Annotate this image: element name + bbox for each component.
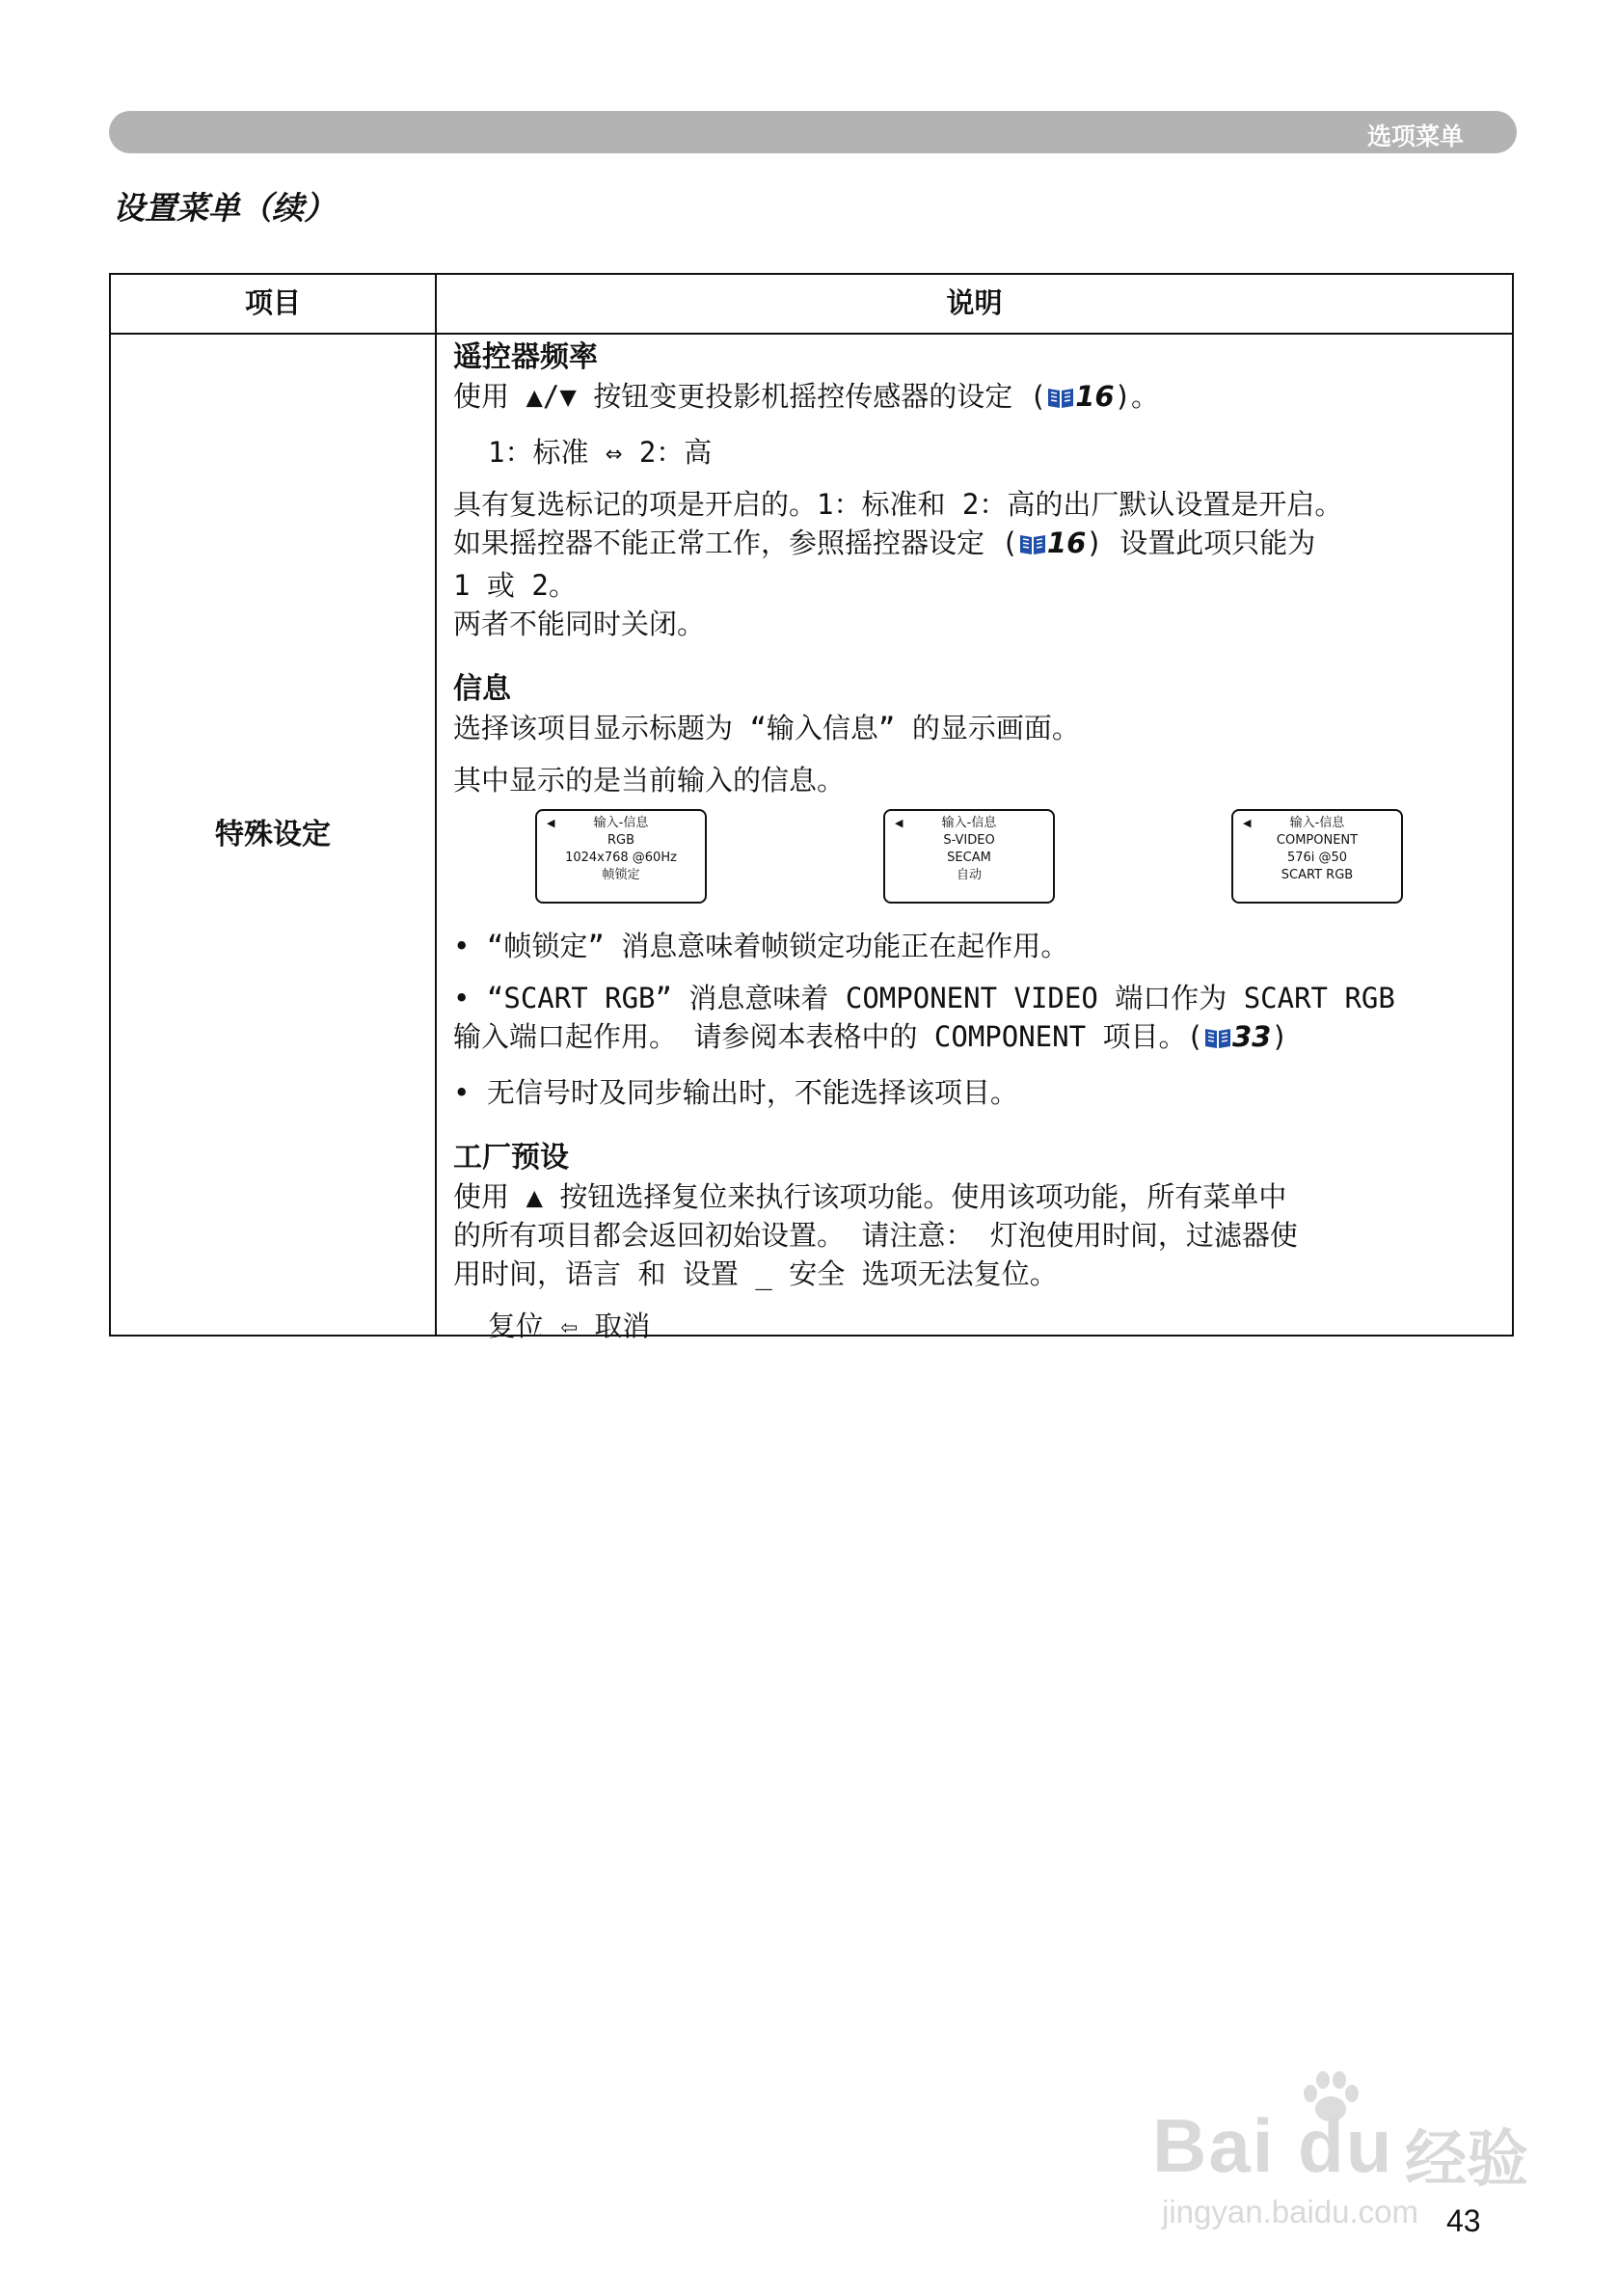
osd-line: RGB — [607, 833, 635, 848]
text: 输入端口起作用。 请参阅本表格中的 COMPONENT 项目。( — [453, 1020, 1203, 1053]
osd-line: 自动 — [956, 868, 982, 882]
page-ref[interactable]: 33 — [1231, 1020, 1272, 1053]
osd-examples — [453, 809, 1504, 915]
watermark-brand: Bai du — [1152, 2103, 1394, 2188]
header-bar — [109, 111, 1517, 153]
osd-line: 1024x768 @60Hz — [565, 851, 677, 865]
remote-freq-heading: 遥控器频率 — [453, 340, 598, 374]
info-line2: 其中显示的是当前输入的信息。 — [453, 764, 846, 797]
column-header-item: 项目 — [244, 286, 301, 319]
info-bullet1: • “帧锁定” 消息意味着帧锁定功能正在起作用。 — [453, 930, 1069, 962]
osd-title: 输入-信息 — [593, 816, 649, 830]
osd-line: 576i @50 — [1286, 851, 1348, 865]
remote-freq-p2-l4: 两者不能同时关闭。 — [453, 608, 706, 640]
column-header-description: 说明 — [946, 286, 1003, 319]
osd-line: COMPONENT — [1276, 833, 1359, 848]
osd-line: SECAM — [947, 851, 991, 865]
section-label: 选项菜单 — [1366, 122, 1464, 150]
remote-freq-line1 — [453, 377, 1504, 419]
remote-freq-p2-l1: 具有复选标记的项是开启的。1：标准和 2：高的出厂默认设置是开启。 — [453, 488, 1343, 521]
book-icon — [1046, 381, 1075, 419]
osd-box-component — [1231, 809, 1403, 904]
factory-heading: 工厂预设 — [453, 1141, 569, 1175]
info-line1: 选择该项目显示标题为 “输入信息” 的显示画面。 — [453, 712, 1080, 744]
text: ) 设置此项只能为 — [1086, 527, 1316, 559]
watermark-url: jingyan.baidu.com — [1162, 2194, 1418, 2229]
book-icon — [1203, 1021, 1232, 1060]
factory-l1: 使用 ▲ 按钮选择复位来执行该项功能。使用该项功能，所有菜单中 — [453, 1180, 1287, 1213]
remote-freq-p2-l3: 1 或 2。 — [453, 569, 577, 602]
osd-title: 输入-信息 — [1289, 816, 1345, 830]
table-header-row — [111, 275, 1512, 335]
info-bullet3: • 无信号时及同步输出时，不能选择该项目。 — [453, 1076, 1018, 1109]
book-icon — [1018, 527, 1047, 566]
factory-l3: 用时间，语言 和 设置 _ 安全 选项无法复位。 — [453, 1257, 1058, 1290]
text: )。 — [1114, 380, 1160, 413]
text: ) — [1271, 1020, 1288, 1053]
factory-l2: 的所有项目都会返回初始设置。 请注意： 灯泡使用时间，过滤器使 — [453, 1219, 1298, 1252]
info-bullet2-l2 — [453, 1017, 1504, 1060]
osd-title: 输入-信息 — [941, 816, 997, 830]
left-arrow-icon: ◀ — [547, 817, 555, 829]
left-arrow-icon: ◀ — [895, 817, 903, 829]
page-number: 43 — [1446, 2203, 1481, 2238]
page-ref[interactable]: 16 — [1075, 380, 1115, 413]
description-cell — [453, 338, 1504, 1345]
info-heading: 信息 — [453, 672, 511, 706]
osd-line: S-VIDEO — [943, 833, 995, 848]
page-title: 设置菜单（续） — [113, 189, 336, 227]
text: 如果摇控器不能正常工作，参照摇控器设定 ( — [453, 527, 1018, 559]
settings-table — [109, 273, 1514, 1342]
factory-options: 复位 ⇦ 取消 — [488, 1310, 651, 1342]
osd-line: 帧锁定 — [602, 868, 640, 882]
watermark — [1152, 2073, 1577, 2237]
item-label: 特殊设定 — [215, 818, 331, 851]
remote-freq-p2-l2 — [453, 524, 1504, 566]
osd-line: SCART RGB — [1281, 868, 1354, 882]
column-divider — [435, 275, 437, 1335]
text: 使用 ▲/▼ 按钮变更投影机摇控传感器的设定 ( — [453, 380, 1047, 413]
left-arrow-icon: ◀ — [1243, 817, 1252, 829]
watermark-brand2: 经验 — [1405, 2124, 1528, 2194]
remote-freq-options: 1：标准 ⇔ 2：高 — [488, 436, 713, 469]
osd-box-rgb — [535, 809, 707, 904]
info-bullet2-l1: • “SCART RGB” 消息意味着 COMPONENT VIDEO 端口作为 SCART RGB — [453, 982, 1395, 1014]
page-ref[interactable]: 16 — [1046, 527, 1087, 559]
osd-box-svideo — [883, 809, 1055, 904]
